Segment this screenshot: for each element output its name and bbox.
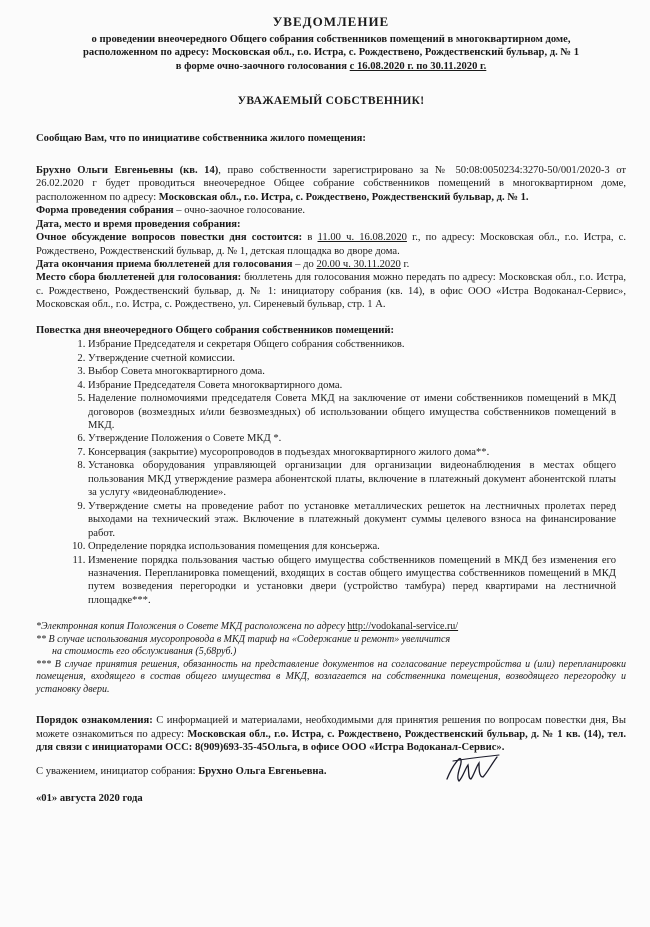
agenda-item: 5. Наделение полномочиями председателя Совета МКД на заключение от имени собственников помещений в МКД договоров (возмездных и/или безвозмездных) об использовании общего имущества собственников помещений в МКД.: [88, 392, 626, 432]
handwritten-signature: [441, 749, 505, 789]
agenda-item: 6. Утверждение Положения о Совете МКД *.: [88, 432, 626, 445]
voting-period: с 16.08.2020 г. по 30.11.2020 г.: [349, 61, 487, 73]
greeting: УВАЖАЕМЫЙ СОБСТВЕННИК!: [237, 94, 425, 107]
subtitle-line-3: в форме очно-заочного голосования с 16.08.2020 г. по 30.11.2020 г.: [175, 61, 487, 73]
footnote-2: ** В случае использования мусоропровода в МКД тариф на «Содержание и ремонт» увеличится: [36, 633, 451, 645]
subtitle-line-2: расположенном по адресу: Московская обл., г.о. Истра, с. Рождествено, Рождественский бульвар, д. № 1: [83, 47, 579, 59]
agenda-list: [68, 338, 626, 607]
notice-subtitle: [36, 33, 626, 74]
datetime-heading: Дата, место и время проведения собрания:: [36, 218, 241, 230]
agenda-item: 10. Определение порядка использования помещения для консьержа.: [88, 540, 626, 553]
footnotes: [36, 621, 626, 696]
agenda-item: 3. Выбор Совета многоквартирного дома.: [88, 365, 626, 378]
document-date: «01» августа 2020 года: [36, 793, 143, 805]
agenda-item: 11. Изменение порядка пользования частью общего имущества собственников помещений в МКД без изменения его назначения. Перепланировка помещений, входящих в состав общего имущества собственников помещений в МКД путем возведения перегородки и установки двери (устройство тамбура) перед квартирами на лестничной площадке***.: [88, 554, 626, 608]
notice-title: УВЕДОМЛЕНИЕ: [272, 14, 390, 29]
agenda-heading: Повестка дня внеочередного Общего собрания собственников помещений:: [36, 324, 395, 336]
procedure-paragraph: Порядок ознакомления: С информацией и материалами, необходимыми для принятия решения по вопросам повестки дня, Вы можете ознакомиться по адресу: Московская обл., г.о. Истра, с. Рождествено, Рождественский бульвар, д. № 1 кв. (14), тел. для связи с инициаторами ОСС: 8(909)693-35-45Ольга, в офисе ООО «Истра Водоканал-Сервис».: [36, 715, 626, 754]
procedure-address: Московская обл., г.о. Истра, с. Рождествено, Рождественский бульвар, д. № 1 кв. (14), тел. для связи с инициаторами ОСС: 8(909)693-35-45Ольга, в офисе ООО «Истра Водоканал-Сервис».: [36, 728, 626, 754]
agenda-item: 2. Утверждение счетной комиссии.: [88, 352, 626, 365]
website-link[interactable]: http://vodokanal-service.ru/: [347, 621, 459, 633]
footnote-2-cont: на стоимость его обслуживания (5,68руб.): [52, 646, 237, 658]
subtitle-line-1: о проведении внеочередного Общего собрания собственников помещений в многоквартирном доме,: [91, 33, 571, 45]
initiator-name: Брухно Ольга Евгеньевна.: [198, 765, 327, 777]
agenda-item: 8. Установка оборудования управляющей организации для организации видеонаблюдения в местах общего пользования МКД утверждение размера абонентской платы, включение в платежный документ абонентской платы за услугу «видеонаблюдение».: [88, 459, 626, 499]
agenda-item: 9. Утверждение сметы на проведение работ по установке металлических решеток на лестничных пролетах перед выходами на технический этаж. Включение в платежный документ суммы целевого взноса на финансирование работ.: [88, 500, 626, 540]
footnote-3: *** В случае принятия решения, обязанность на представление документов на согласование переустройства и (или) перепланировки помещения, входящего в состав общего имущества в МКД, возлагается на собственника помещения, возводящего перегородку и установку двери.: [36, 658, 626, 695]
in-person-meeting: Очное обсуждение вопросов повестки дня состоится: в 11.00 ч. 16.08.2020 г., по адресу: Московская обл., г.о. Истра, с. Рождествено, Рождественский бульвар, д. № 1, детская площадка во дворе дома.: [36, 232, 626, 257]
building-address: Московская обл., г.о. Истра, с. Рождествено, Рождественский бульвар, д. № 1.: [158, 191, 529, 203]
owner-paragraph: Брухно Ольги Евгеньевны (кв. 14), право собственности зарегистрировано за № 50:08:0050234:3270-50/001/2020-3 от 26.02.2020 г будет проводиться внеочередное Общее собрание собственников помещений в многоквартирном доме, расположенном по адресу: Московская обл., г.о. Истра, с. Рождествено, Рождественский бульвар, д. № 1.: [36, 164, 626, 203]
ballot-deadline: Дата окончания приема бюллетеней для голосования – до 20.00 ч. 30.11.2020 г.: [36, 259, 410, 271]
agenda-item: 7. Консервация (закрытие) мусоропроводов в подъездах многоквартирного жилого дома**.: [88, 446, 626, 459]
agenda-item: 1. Избрание Председателя и секретаря Общего собрания собственников.: [88, 338, 626, 351]
deadline-time: 20.00 ч. 30.11.2020: [316, 259, 401, 271]
owner-name: Брухно Ольги Евгеньевны (кв. 14): [36, 164, 219, 176]
meeting-time: 11.00 ч. 16.08.2020: [317, 232, 407, 244]
agenda-item: 4. Избрание Председателя Совета многоквартирного дома.: [88, 379, 626, 392]
footnote-1: *Электронная копия Положения о Совете МКД расположена по адресу http://vodokanal-service.ru/: [36, 621, 459, 633]
intro-text: Сообщаю Вам, что по инициативе собственника жилого помещения:: [36, 133, 366, 145]
closing-line: С уважением, инициатор собрания: Брухно Ольга Евгеньевна.: [36, 765, 626, 778]
ballot-collection: Место сбора бюллетеней для голосования: бюллетень для голосования можно передать по адресу: Московская обл., г.о. Истра, с. Рождествено, Рождественский бульвар, д. № 1: инициатору собрания (кв. 14), в офис ООО «Истра Водоканал-Сервис», Московская обл., г.о. Истра, с. Рождествено, ул. Сиреневый бульвар, стр. 1 А.: [36, 272, 626, 311]
meeting-form: Форма проведения собрания – очно-заочное голосование.: [36, 205, 306, 217]
